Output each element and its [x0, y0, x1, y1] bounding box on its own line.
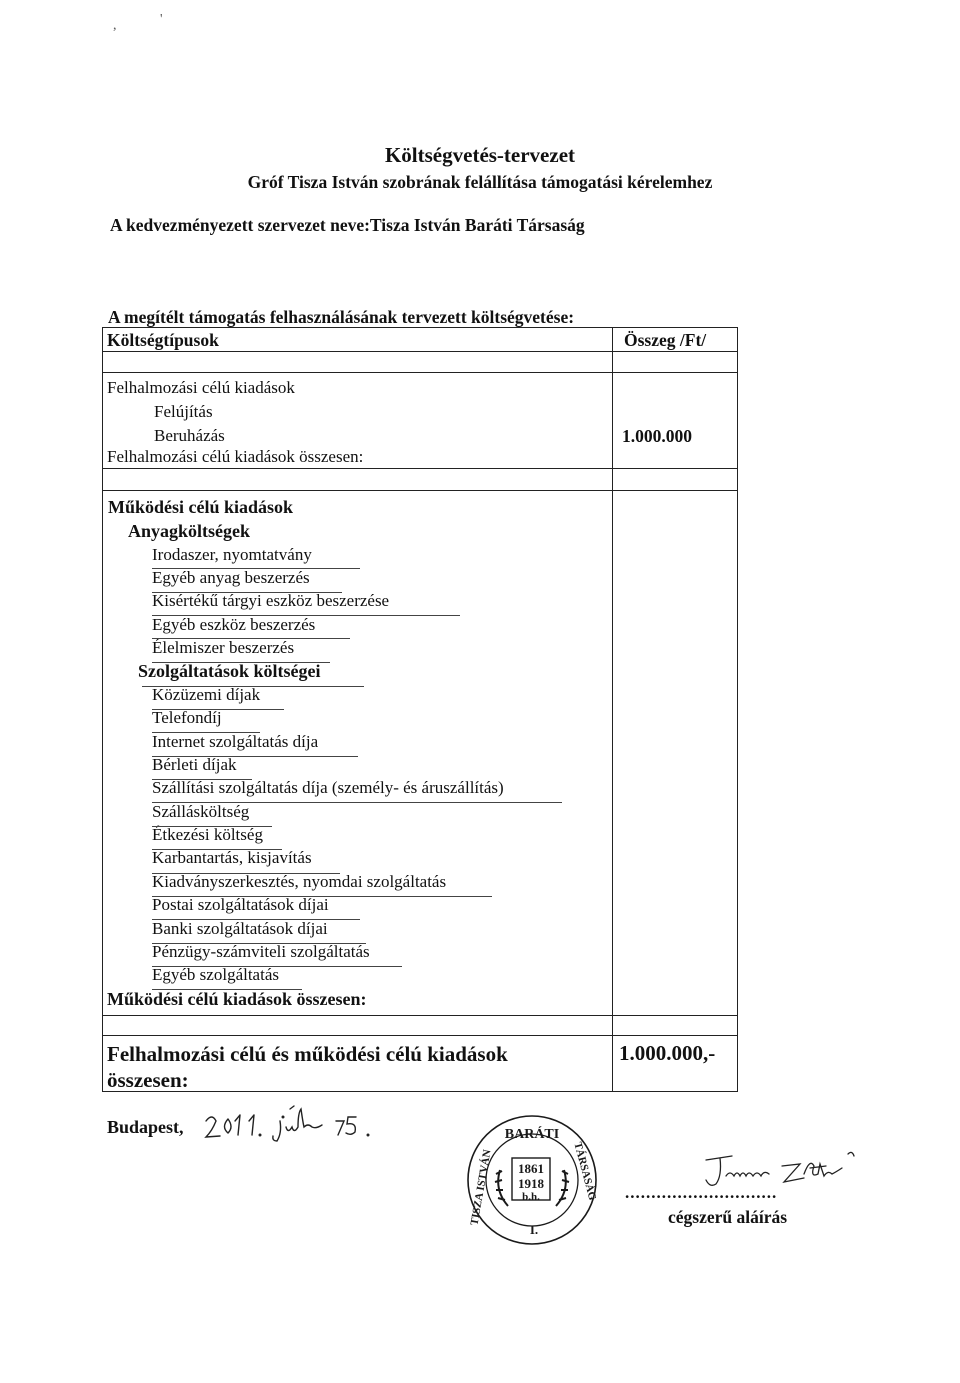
row-underline [152, 709, 284, 710]
row-underline [152, 966, 402, 967]
services-item: Internet szolgáltatás díja [152, 732, 319, 751]
materials-item: Egyéb eszköz beszerzés [152, 615, 316, 634]
section-rule [102, 1035, 738, 1036]
row-underline [152, 989, 302, 990]
row-underline [152, 849, 282, 850]
services-item: Karbantartás, kisjavítás [152, 848, 312, 867]
row-underline [152, 919, 360, 920]
svg-text:BARÁTI: BARÁTI [504, 1127, 560, 1142]
column-header-type: Költségtípusok [107, 330, 219, 350]
row-underline [152, 662, 330, 663]
services-item: Banki szolgáltatások díjai [152, 919, 328, 938]
document-title: Költségvetés-tervezet [384, 143, 576, 167]
services-item: Bérleti díjak [152, 755, 237, 774]
capital-total-label: Felhalmozási célú kiadások összesen: [107, 447, 364, 466]
section-rule [102, 468, 738, 469]
services-item: Étkezési költség [152, 825, 263, 844]
scan-speck: , [113, 18, 117, 33]
row-underline [152, 756, 358, 757]
capital-heading: Felhalmozási célú kiadások [107, 378, 295, 397]
signature-line: ............................. [625, 1183, 778, 1202]
svg-text:1918: 1918 [518, 1176, 544, 1191]
investment-amount: 1.000.000 [622, 426, 692, 446]
svg-text:b.h.: b.h. [522, 1191, 540, 1203]
services-item: Telefondíj [152, 708, 222, 727]
document-subtitle: Gróf Tisza István szobrának felállítása támogatási kérelemhez [247, 172, 713, 192]
services-item: Szállítási szolgáltatás díja (személy- és áruszállítás) [152, 778, 504, 797]
row-underline [152, 802, 562, 803]
services-item: Kiadványszerkesztés, nyomdai szolgáltatás [152, 872, 447, 891]
svg-text:TÁRSASÁG: TÁRSASÁG [571, 1140, 599, 1202]
section-rule [102, 1015, 738, 1016]
header-rule-double [102, 372, 738, 373]
organization-stamp [462, 1110, 602, 1250]
row-underline [152, 779, 252, 780]
services-heading: Szolgáltatások költségei [138, 661, 321, 681]
row-underline [152, 873, 340, 874]
grand-total-amount: 1.000.000,- [619, 1041, 716, 1065]
services-item: Egyéb szolgáltatás [152, 965, 279, 984]
row-underline [152, 638, 350, 639]
row-underline [152, 732, 260, 733]
signature-label: cégszerű aláírás [668, 1207, 788, 1227]
materials-item: Egyéb anyag beszerzés [152, 568, 310, 587]
svg-text:1861: 1861 [518, 1161, 544, 1176]
materials-item: Kisértékű tárgyi eszköz beszerzése [152, 591, 390, 610]
grand-total-label: Felhalmozási célú és működési célú kiadások [107, 1042, 508, 1066]
row-underline [152, 568, 360, 569]
services-item: Pénzügy-számviteli szolgáltatás [152, 942, 370, 961]
column-divider [612, 327, 613, 1092]
svg-text:TISZA ISTVÁN: TISZA ISTVÁN [468, 1148, 494, 1227]
row-underline [142, 686, 364, 687]
materials-item: Élelmiszer beszerzés [152, 638, 295, 657]
row-underline [152, 826, 272, 827]
handwritten-date [200, 1105, 440, 1145]
grand-total-label-cont: összesen: [107, 1068, 189, 1092]
operating-heading: Működési célú kiadások [108, 497, 294, 517]
organization-line: A kedvezményezett szervezet neve:Tisza István Baráti Társaság [110, 215, 585, 235]
budget-intro: A megítélt támogatás felhasználásának tervezett költségvetése: [108, 307, 575, 327]
row-underline [152, 896, 492, 897]
place-label: Budapest, [107, 1117, 184, 1137]
section-rule [102, 490, 738, 491]
renovation-row: Felújítás [154, 402, 213, 421]
svg-text:I.: I. [529, 1222, 539, 1237]
column-header-amount: Összeg /Ft/ [624, 330, 707, 350]
row-underline [152, 943, 366, 944]
services-item: Szállásköltség [152, 802, 250, 821]
row-underline [152, 615, 460, 616]
investment-row: Beruházás [154, 426, 225, 445]
row-underline [152, 592, 342, 593]
scan-speck: ' [160, 12, 163, 27]
services-item: Közüzemi díjak [152, 685, 261, 704]
services-item: Postai szolgáltatások díjai [152, 895, 329, 914]
materials-item: Irodaszer, nyomtatvány [152, 545, 312, 564]
materials-heading: Anyagköltségek [128, 521, 251, 541]
header-rule [102, 351, 738, 352]
operating-total-label: Működési célú kiadások összesen: [107, 989, 367, 1009]
